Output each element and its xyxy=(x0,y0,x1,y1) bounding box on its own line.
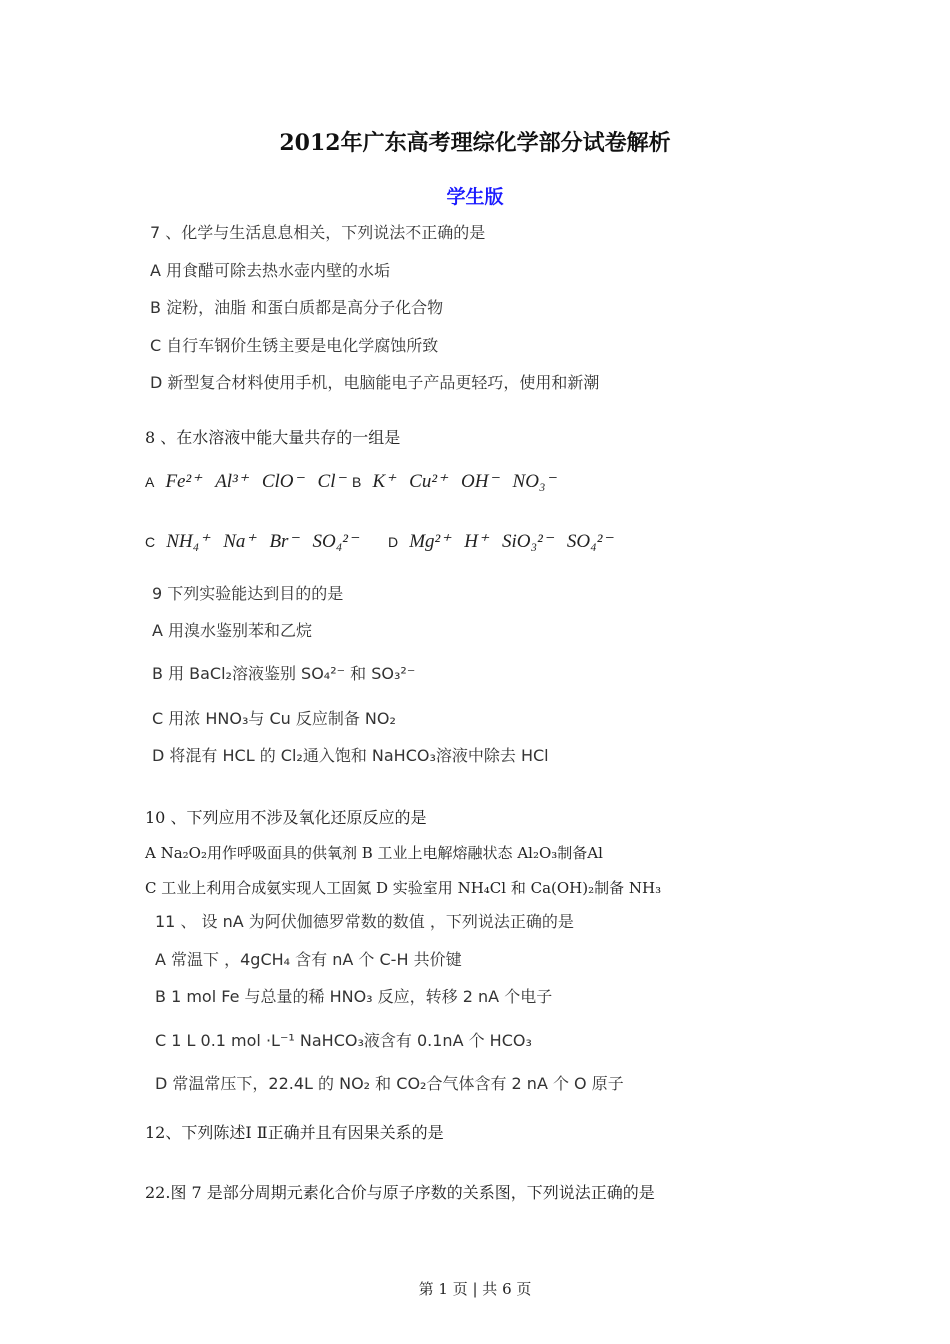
q7-option-d: D 新型复合材料使用手机，电脑能电子产品更轻巧，使用和新潮 xyxy=(150,373,600,392)
option-label: B xyxy=(352,474,362,490)
q9-stem: 9 下列实验能达到目的的是 xyxy=(152,584,344,603)
q10-options-ab: A Na₂O₂用作呼吸面具的供氧剂 B 工业上电解熔融状态 Al₂O₃制备Al xyxy=(145,844,603,862)
q12-stem: 12、下列陈述Ⅰ Ⅱ正确并且有因果关系的是 xyxy=(145,1123,444,1142)
option-label: A xyxy=(145,474,155,490)
q8-option-b xyxy=(352,472,570,492)
q9-option-b: B 用 BaCl₂溶液鉴别 SO₄²⁻ 和 SO₃²⁻ xyxy=(152,664,416,683)
q10-options-cd: C 工业上利用合成氨实现人工固氮 D 实验室用 NH₄Cl 和 Ca(OH)₂制备 NH₃ xyxy=(145,879,662,897)
ion: NO₃⁻ xyxy=(512,471,556,492)
ion: NH₄⁺ xyxy=(166,531,210,552)
q11-option-c: C 1 L 0.1 mol ·L⁻¹ NaHCO₃液含有 0.1nA 个 HCO₃ xyxy=(155,1031,532,1050)
ion: K⁺ xyxy=(372,471,396,492)
ion: Fe²⁺ xyxy=(165,471,202,492)
ion: SO₄²⁻ xyxy=(312,531,359,552)
q8-option-d xyxy=(388,532,626,552)
option-label: C xyxy=(145,534,156,550)
q11-option-d: D 常温常压下，22.4L 的 NO₂ 和 CO₂合气体含有 2 nA 个 O 原子 xyxy=(155,1074,624,1093)
option-label: D xyxy=(388,534,399,550)
q8-option-a xyxy=(145,472,360,492)
q9-option-c: C 用浓 HNO₃与 Cu 反应制备 NO₂ xyxy=(152,709,396,728)
ion: H⁺ xyxy=(464,531,489,552)
q9-option-d: D 将混有 HCL 的 Cl₂通入饱和 NaHCO₃溶液中除去 HCl xyxy=(152,746,549,765)
ion: Mg²⁺ xyxy=(409,531,451,552)
ion: Cl⁻ xyxy=(317,471,346,492)
q7-option-c: C 自行车钢价生锈主要是电化学腐蚀所致 xyxy=(150,336,439,355)
q11-option-b: B 1 mol Fe 与总量的稀 HNO₃ 反应，转移 2 nA 个电子 xyxy=(155,987,553,1006)
document-subtitle: 学生版 xyxy=(446,186,504,208)
q10-stem: 10 、下列应用不涉及氧化还原反应的是 xyxy=(145,808,427,827)
ion: Na⁺ xyxy=(223,531,256,552)
ion: Al³⁺ xyxy=(215,471,248,492)
q7-option-b: B 淀粉，油脂 和蛋白质都是高分子化合物 xyxy=(150,298,444,317)
q7-stem: 7 、化学与生活息息相关，下列说法不正确的是 xyxy=(150,223,486,242)
ion: SiO₃²⁻ xyxy=(502,531,553,552)
q22-stem: 22.图 7 是部分周期元素化合价与原子序数的关系图，下列说法正确的是 xyxy=(145,1183,655,1202)
ion: SO₄²⁻ xyxy=(566,531,613,552)
q8-option-c xyxy=(145,532,372,552)
ion: Cu²⁺ xyxy=(409,471,448,492)
document-title: 2012年广东高考理综化学部分试卷解析 xyxy=(279,130,671,156)
q7-option-a: A 用食醋可除去热水壶内壁的水垢 xyxy=(150,261,391,280)
page-footer: 第 1 页 | 共 6 页 xyxy=(418,1280,532,1298)
q8-stem: 8 、在水溶液中能大量共存的一组是 xyxy=(145,428,401,447)
ion: ClO⁻ xyxy=(261,471,304,492)
ion: OH⁻ xyxy=(461,471,499,492)
ion: Br⁻ xyxy=(269,531,299,552)
q9-option-a: A 用溴水鉴别苯和乙烷 xyxy=(152,621,313,640)
q11-stem: 11 、 设 nA 为阿伏伽德罗常数的数值 ，下列说法正确的是 xyxy=(155,912,574,931)
q11-option-a: A 常温下 ，4gCH₄ 含有 nA 个 C-H 共价键 xyxy=(155,950,462,969)
